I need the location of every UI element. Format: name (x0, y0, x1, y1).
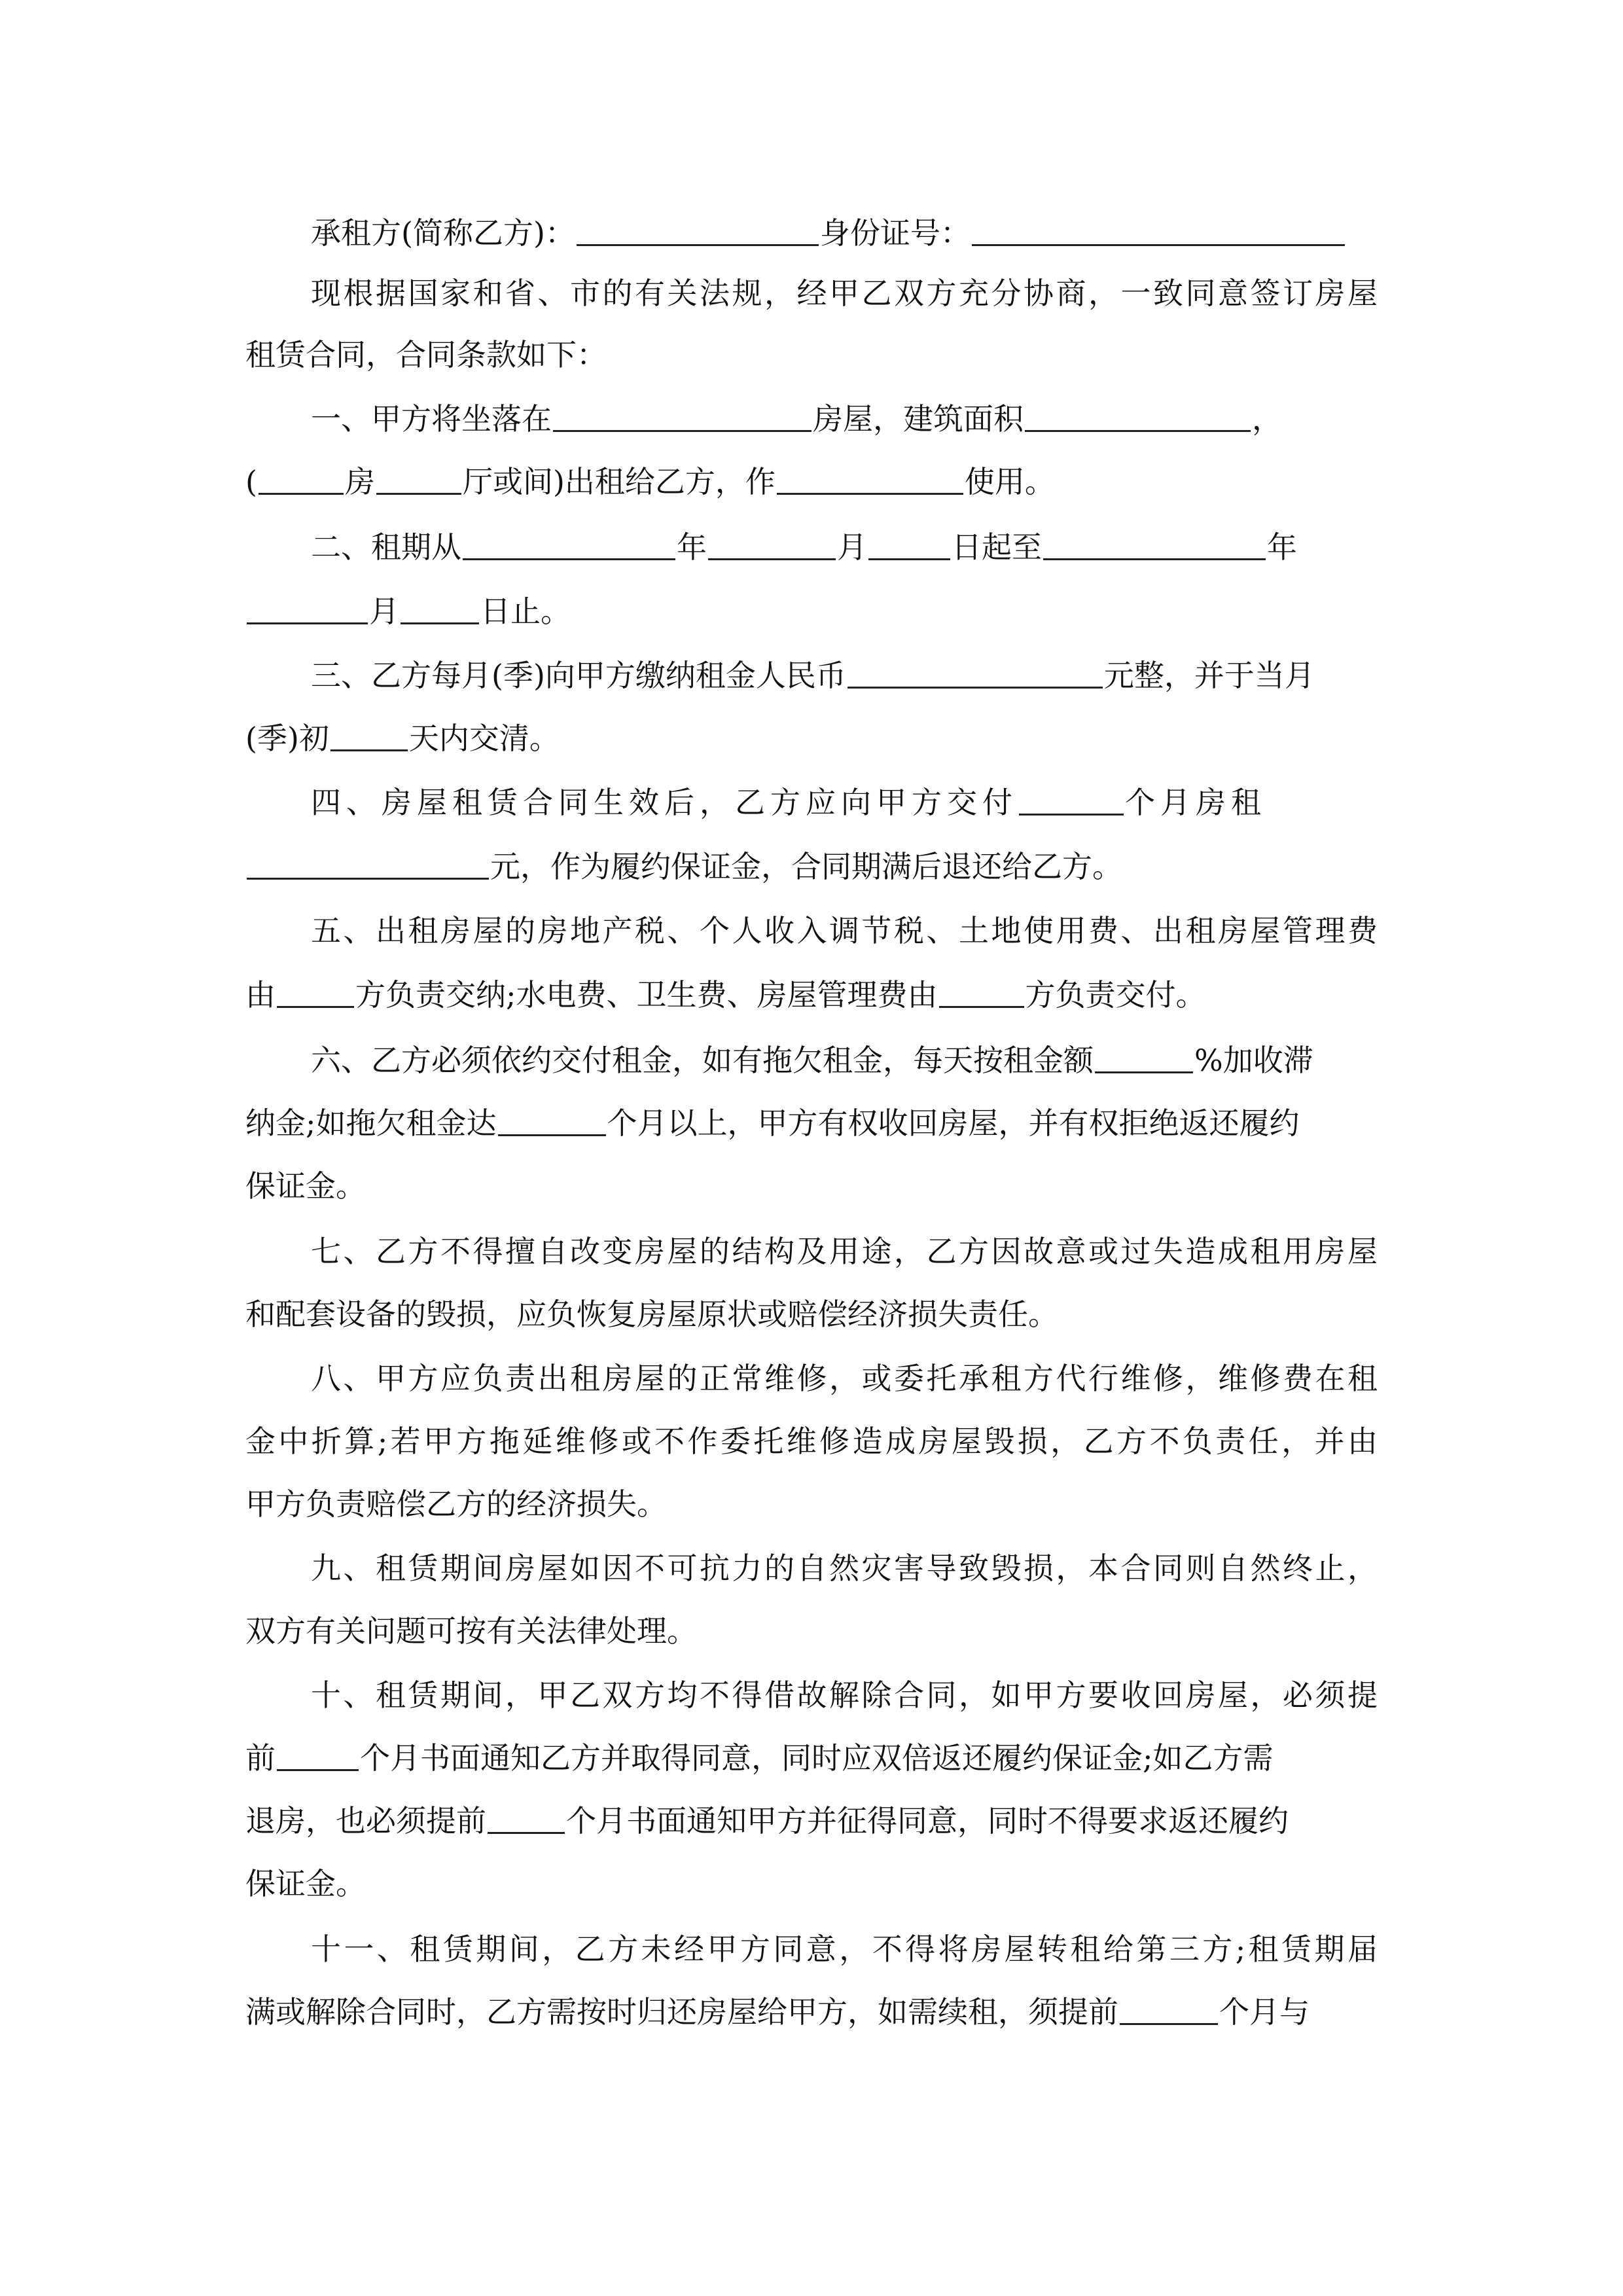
end-day-blank[interactable] (401, 596, 479, 624)
deposit-amount-blank[interactable] (247, 852, 489, 880)
clause-10-line: 前 个月书面通知乙方并取得同意，同时应双倍返还履约保证金;如乙方需 (245, 1740, 1274, 1776)
clause-3-line: 三、乙方每月(季)向甲方缴纳租金人民币 元整，并于当月 (311, 658, 1315, 693)
tenant-notice-months-blank[interactable] (488, 1806, 565, 1834)
clause-4-line: 四、房屋租赁合同生效后，乙方应向甲方交付 个月房租 (311, 785, 1266, 820)
paragraph-line: 八、甲方应负责出租房屋的正常维修，或委托承租方代行维修，维修费在租 (311, 1361, 1378, 1396)
clause-4-line: 元，作为履约保证金，合同期满后退还给乙方。 (245, 847, 1378, 886)
late-fee-percent-blank[interactable] (1095, 1045, 1193, 1073)
halls-blank[interactable] (376, 467, 461, 495)
paragraph-line: 双方有关问题可按有关法律处理。 (245, 1613, 697, 1649)
paragraph-line: 租赁合同，合同条款如下： (245, 337, 607, 372)
end-month-blank[interactable] (247, 596, 368, 624)
paragraph-line: 十、租赁期间，甲乙双方均不得借故解除合同，如甲方要收回房屋，必须提 (311, 1677, 1378, 1713)
clause-2-line: 二、租期从 年 月 日起至 年 (311, 529, 1297, 565)
paragraph-line: 九、租赁期间房屋如因不可抗力的自然灾害导致毁损，本合同则自然终止， (311, 1551, 1378, 1586)
deposit-months-blank[interactable] (1019, 787, 1124, 816)
clause-6-line: 六、乙方必须依约交付租金，如有拖欠租金，每天按租金额 %加收滞 (311, 1043, 1313, 1078)
location-blank[interactable] (553, 404, 812, 432)
end-year-blank[interactable] (1043, 532, 1266, 560)
overdue-months-blank[interactable] (498, 1108, 606, 1136)
tenant-name-blank[interactable] (577, 218, 819, 246)
id-number-blank[interactable] (972, 218, 1345, 246)
rent-amount-blank[interactable] (847, 660, 1103, 689)
paragraph-line: 甲方负责赔偿乙方的经济损失。 (245, 1486, 667, 1522)
tenant-line: 承租方(简称乙方)： 身份证号： (311, 213, 1378, 253)
start-day-blank[interactable] (868, 532, 950, 560)
paragraph-line: 七、乙方不得擅自改变房屋的结构及用途，乙方因故意或过失造成租用房屋 (311, 1234, 1378, 1269)
area-blank[interactable] (1025, 404, 1251, 432)
paragraph-line: 和配套设备的毁损，应负恢复房屋原状或赔偿经济损失责任。 (245, 1297, 1058, 1332)
clause-6-line: 纳金;如拖欠租金达 个月以上，甲方有权收回房屋，并有权拒绝返还履约 (245, 1105, 1300, 1141)
landlord-notice-months-blank[interactable] (277, 1743, 359, 1771)
paragraph-line: 金中折算;若甲方拖延维修或不作委托维修造成房屋毁损，乙方不负责任，并由 (245, 1424, 1378, 1459)
clause-5-line: 由 方负责交纳;水电费、卫生费、房屋管理费由 方负责交付。 (245, 977, 1206, 1013)
clause-2-line: 月 日止。 (245, 592, 1378, 631)
paragraph-line: 保证金。 (245, 1866, 366, 1901)
paragraph-line: 保证金。 (245, 1168, 366, 1204)
paragraph-line: 五、出租房屋的房地产税、个人收入调节税、土地使用费、出租房屋管理费 (311, 913, 1378, 948)
tax-party-blank[interactable] (277, 980, 354, 1008)
renewal-notice-months-blank[interactable] (1120, 1997, 1218, 2025)
rooms-blank[interactable] (259, 467, 344, 495)
clause-1-line: 一、甲方将坐落在 房屋，建筑面积 ， (311, 401, 1282, 437)
paragraph-line: 十一、租赁期间，乙方未经甲方同意，不得将房屋转租给第三方;租赁期届 (311, 1931, 1378, 1967)
clause-11-line: 满或解除合同时，乙方需按时归还房屋给甲方，如需续租，须提前 个月与 (245, 1994, 1310, 2030)
paragraph-line: 现根据国家和省、市的有关法规，经甲乙双方充分协商，一致同意签订房屋 (311, 276, 1378, 311)
start-year-blank[interactable] (463, 532, 675, 560)
pay-days-blank[interactable] (330, 723, 408, 751)
clause-10-line: 退房，也必须提前 个月书面通知甲方并征得同意，同时不得要求返还履约 (245, 1803, 1289, 1839)
clause-1-line: ( 房 厅或间)出租给乙方，作 使用。 (245, 464, 1055, 499)
utility-party-blank[interactable] (939, 980, 1024, 1008)
usage-blank[interactable] (777, 467, 963, 495)
clause-3-line: (季)初 天内交清。 (245, 721, 560, 756)
start-month-blank[interactable] (708, 532, 836, 560)
